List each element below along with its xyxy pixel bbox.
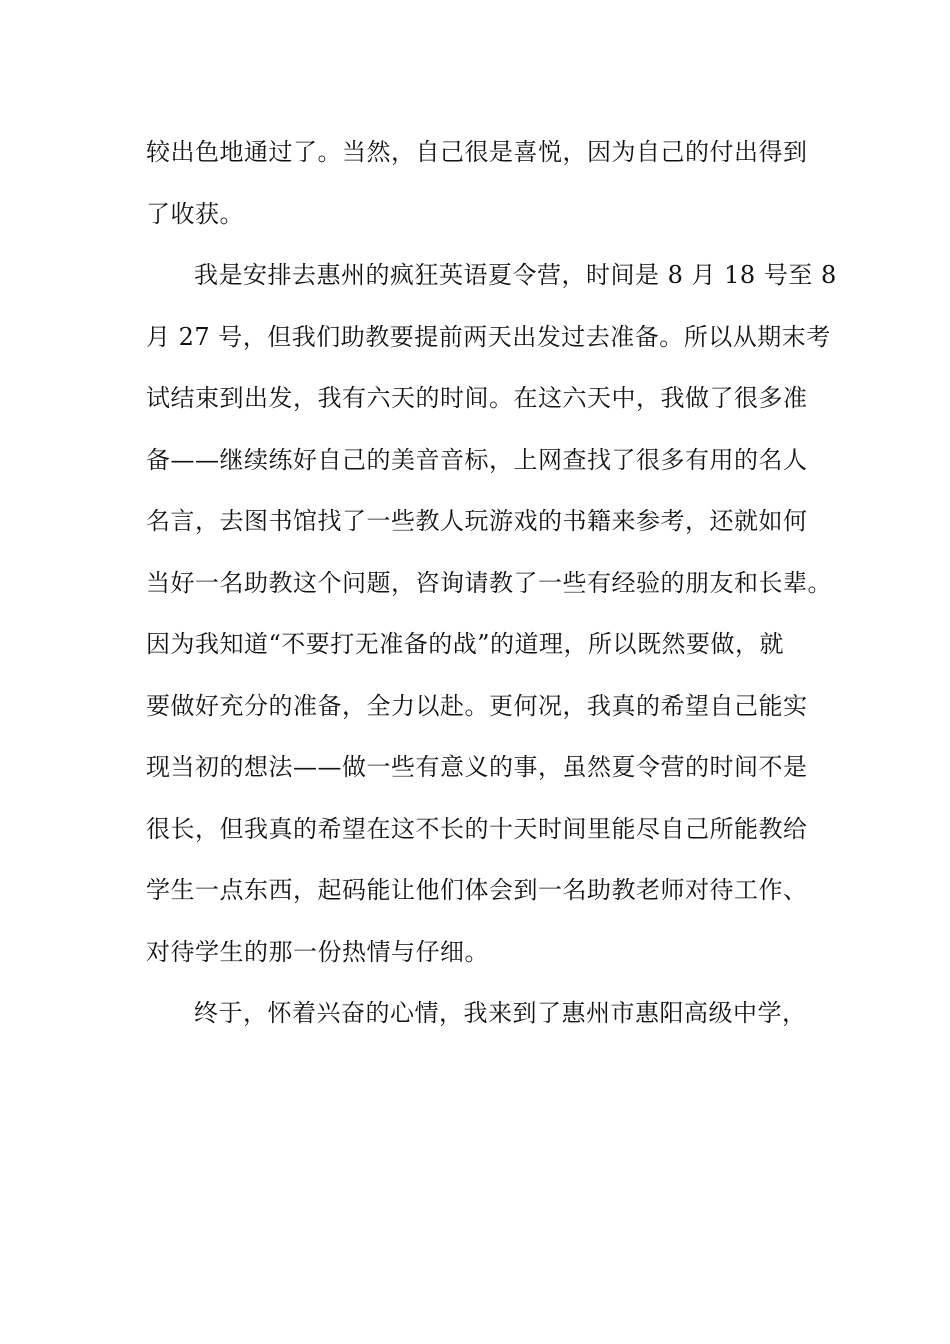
text-line: 对待学生的那一份热情与仔细。	[146, 937, 489, 966]
text-line: 试结束到出发，我有六天的时间。在这六天中，我做了很多准	[146, 384, 808, 412]
text-line: 当好一名助教这个问题，咨询请教了一些有经验的朋友和长辈。	[146, 568, 832, 597]
text-line: 备——继续练好自己的美音音标，上网查找了很多有用的名人	[146, 445, 808, 474]
text-line: 月 27 号，但我们助教要提前两天出发过去准备。所以从期末考	[146, 322, 831, 351]
text-line: 学生一点东西，起码能让他们体会到一名助教老师对待工作、	[146, 876, 808, 904]
text-line: 要做好充分的准备，全力以赴。更何况，我真的希望自己能实	[146, 691, 808, 720]
text-line: 因为我知道“不要打无准备的战”的道理，所以既然要做，就	[146, 630, 785, 658]
text-line: 很长，但我真的希望在这不长的十天时间里能尽自己所能教给	[146, 814, 808, 843]
document-body	[146, 128, 846, 1051]
text-line: 现当初的想法——做一些有意义的事，虽然夏令营的时间不是	[146, 753, 808, 781]
text-line: 了收获。	[146, 199, 244, 228]
text-line: 名言，去图书馆找了一些教人玩游戏的书籍来参考，还就如何	[146, 507, 808, 535]
paragraph-start-line: 我是安排去惠州的疯狂英语夏令营，时间是 8 月 18 号至 8	[194, 261, 837, 289]
text-line: 较出色地通过了。当然，自己很是喜悦，因为自己的付出得到	[146, 138, 808, 166]
paragraph-start-line: 终于，怀着兴奋的心情，我来到了惠州市惠阳高级中学，	[194, 999, 807, 1027]
